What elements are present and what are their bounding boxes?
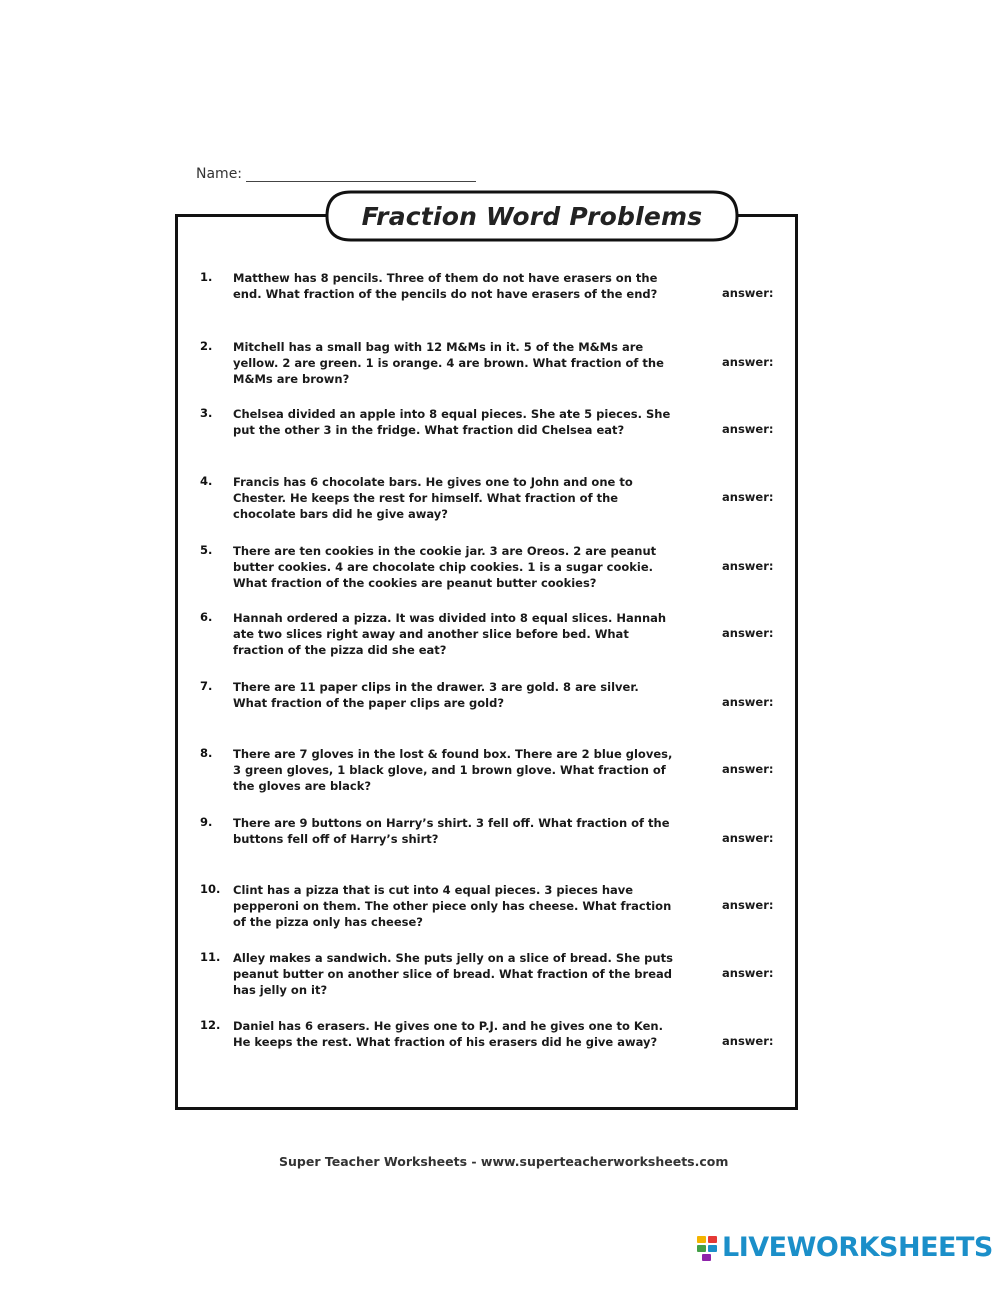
problem-item xyxy=(200,1018,790,1078)
problem-number: 7. xyxy=(200,679,213,693)
answer-field[interactable]: answer: xyxy=(722,966,774,980)
problem-item xyxy=(200,339,790,399)
title-banner xyxy=(325,190,739,242)
liveworksheets-logo-icon xyxy=(697,1234,719,1260)
page-title: Fraction Word Problems xyxy=(361,201,703,231)
problem-text: Hannah ordered a pizza. It was divided into 8 equal slices. Hannah ate two slices right away and another slice before bed. What fraction of the pizza did she eat? xyxy=(233,611,667,657)
problem-item xyxy=(200,746,790,806)
problem-number: 12. xyxy=(200,1018,221,1032)
problem-number: 10. xyxy=(200,882,221,896)
problem-number: 5. xyxy=(200,543,213,557)
name-label: Name: xyxy=(196,166,243,182)
problem-text: There are 9 buttons on Harry’s shirt. 3 fell off. What fraction of the buttons fell off of Harry’s shirt? xyxy=(233,816,670,846)
problem-item xyxy=(200,474,790,534)
answer-field[interactable]: answer: xyxy=(722,559,774,573)
problem-text: Francis has 6 chocolate bars. He gives one to John and one to Chester. He keeps the rest for himself. What fraction of the chocolate bars did he give away? xyxy=(233,475,633,521)
problem-text: Chelsea divided an apple into 8 equal pieces. She ate 5 pieces. She put the other 3 in the fridge. What fraction did Chelsea eat? xyxy=(233,407,671,437)
problem-number: 1. xyxy=(200,270,213,284)
problem-number: 9. xyxy=(200,815,213,829)
problem-number: 2. xyxy=(200,339,213,353)
problem-item xyxy=(200,950,790,1010)
problem-number: 11. xyxy=(200,950,221,964)
name-input-line[interactable] xyxy=(246,181,476,182)
problem-number: 4. xyxy=(200,474,213,488)
footer-credit: Super Teacher Worksheets - www.superteacherworksheets.com xyxy=(279,1154,729,1169)
problem-item xyxy=(200,543,790,603)
problem-text: Mitchell has a small bag with 12 M&Ms in it. 5 of the M&Ms are yellow. 2 are green. 1 is orange. 4 are brown. What fraction of the M&Ms are brown? xyxy=(233,340,664,386)
problem-number: 8. xyxy=(200,746,213,760)
problem-text: There are 7 gloves in the lost & found box. There are 2 blue gloves, 3 green gloves, 1 black glove, and 1 brown glove. What fraction of the gloves are black? xyxy=(233,747,673,793)
answer-field[interactable]: answer: xyxy=(722,695,774,709)
answer-field[interactable]: answer: xyxy=(722,422,774,436)
problem-number: 3. xyxy=(200,406,213,420)
problem-text: There are 11 paper clips in the drawer. 3 are gold. 8 are silver. What fraction of the paper clips are gold? xyxy=(233,680,639,710)
liveworksheets-logo xyxy=(697,1232,993,1262)
problem-text: Alley makes a sandwich. She puts jelly on a slice of bread. She puts peanut butter on another slice of bread. What fraction of the bread has jelly on it? xyxy=(233,951,673,997)
problem-item xyxy=(200,815,790,875)
problem-text: Daniel has 6 erasers. He gives one to P.J. and he gives one to Ken. He keeps the rest. What fraction of his erasers did he give away? xyxy=(233,1019,663,1049)
problem-item xyxy=(200,610,790,670)
answer-field[interactable]: answer: xyxy=(722,1034,774,1048)
answer-field[interactable]: answer: xyxy=(722,355,774,369)
answer-field[interactable]: answer: xyxy=(722,626,774,640)
problem-item xyxy=(200,882,790,942)
problem-number: 6. xyxy=(200,610,213,624)
problem-text: Clint has a pizza that is cut into 4 equal pieces. 3 pieces have pepperoni on them. The other piece only has cheese. What fraction of the pizza only has cheese? xyxy=(233,883,672,929)
answer-field[interactable]: answer: xyxy=(722,898,774,912)
answer-field[interactable]: answer: xyxy=(722,831,774,845)
problem-text: Matthew has 8 pencils. Three of them do not have erasers on the end. What fraction of the pencils do not have erasers of the end? xyxy=(233,271,658,301)
answer-field[interactable]: answer: xyxy=(722,762,774,776)
logo-text: LIVEWORKSHEETS xyxy=(722,1231,993,1263)
problem-text: There are ten cookies in the cookie jar. 3 are Oreos. 2 are peanut butter cookies. 4 are chocolate chip cookies. 1 is a sugar cookie. What fraction of the cookies are peanut butter cookies? xyxy=(233,544,657,590)
problem-item xyxy=(200,679,790,739)
problem-item xyxy=(200,270,790,330)
answer-field[interactable]: answer: xyxy=(722,286,774,300)
problem-item xyxy=(200,406,790,466)
answer-field[interactable]: answer: xyxy=(722,490,774,504)
